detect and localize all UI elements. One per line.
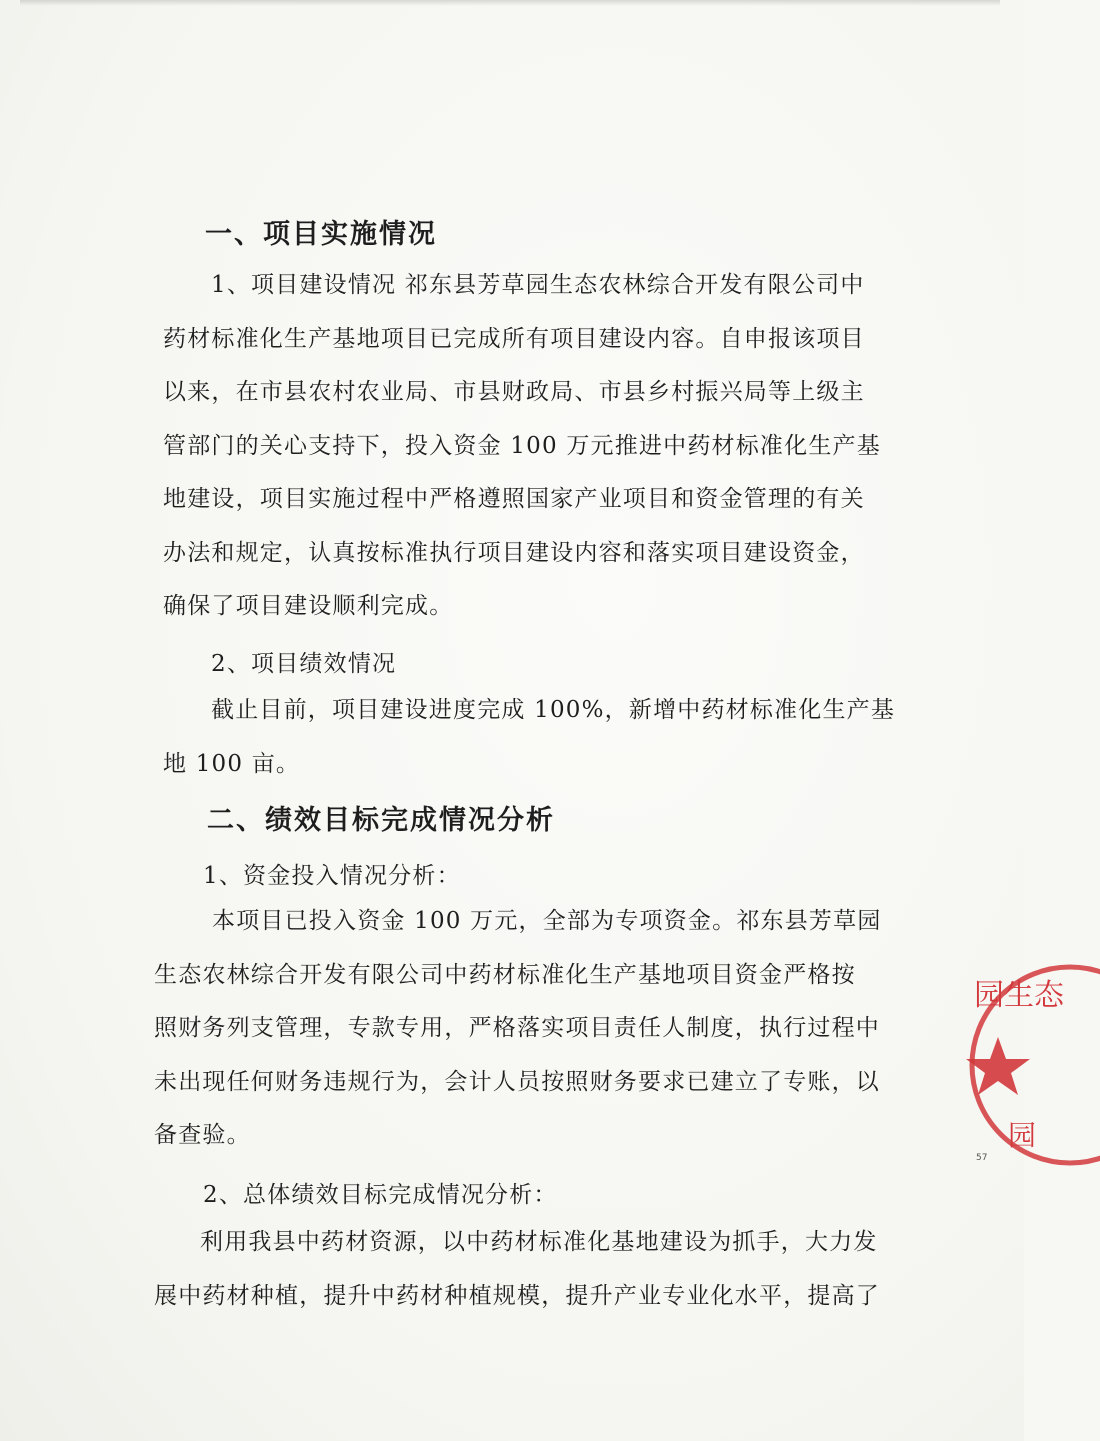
paragraph-line: 管部门的关心支持下，投入资金 100 万元推进中药材标准化生产基 <box>163 432 881 459</box>
paragraph-line: 照财务列支管理，专款专用，严格落实项目责任人制度，执行过程中 <box>154 1015 880 1041</box>
paragraph-line: 备查验。 <box>154 1122 251 1148</box>
section2-heading: 二、绩效目标完成情况分析 <box>207 805 555 836</box>
paragraph-line: 办法和规定，认真按标准执行项目建设内容和落实项目建设资金， <box>163 539 865 566</box>
paragraph-line: 展中药材种植，提升中药材种植规模，提升产业专业化水平，提高了 <box>154 1282 880 1309</box>
paragraph-line: 地建设，项目实施过程中严格遵照国家产业项目和资金管理的有关 <box>163 486 865 512</box>
paragraph-line: 1、项目建设情况 祁东县芳草园生态农林综合开发有限公司中 <box>211 272 865 298</box>
paragraph-line: 未出现任何财务违规行为，会计人员按照财务要求已建立了专账，以 <box>154 1068 880 1095</box>
section2-item2-title: 2、总体绩效目标完成情况分析： <box>203 1182 558 1208</box>
company-seal <box>960 955 1100 1175</box>
paragraph-line: 地 100 亩。 <box>163 750 301 777</box>
section2-item2-paragraph <box>154 1216 880 1323</box>
paragraph-line: 生态农林综合开发有限公司中药材标准化生产基地项目资金严格按 <box>154 961 856 988</box>
seal-number: 57 <box>976 1153 988 1163</box>
section1-item2-paragraph <box>163 684 896 791</box>
paragraph-line: 本项目已投入资金 100 万元，全部为专项资金。祁东县芳草园 <box>212 908 882 934</box>
section2-item1-title: 1、资金投入情况分析： <box>203 863 461 889</box>
paragraph-line: 以来，在市县农村农业局、市县财政局、市县乡村振兴局等上级主 <box>163 379 865 405</box>
section1-heading: 一、项目实施情况 <box>205 219 437 250</box>
section2-item1-paragraph <box>154 895 882 1163</box>
paragraph-line: 利用我县中药材资源，以中药材标准化基地建设为抓手，大力发 <box>200 1229 878 1255</box>
section1-item2-title: 2、项目绩效情况 <box>211 651 397 677</box>
scan-edge <box>20 0 1000 6</box>
paragraph-line: 截止目前，项目建设进度完成 100%，新增中药材标准化生产基 <box>211 697 896 723</box>
paragraph-line: 药材标准化生产基地项目已完成所有项目建设内容。自申报该项目 <box>163 325 865 352</box>
section1-item1-paragraph <box>163 259 881 634</box>
paragraph-line: 确保了项目建设顺利完成。 <box>163 593 454 619</box>
seal-text-top: 园生态 <box>974 978 1064 1013</box>
seal-text-bottom: 园 <box>1008 1119 1037 1152</box>
